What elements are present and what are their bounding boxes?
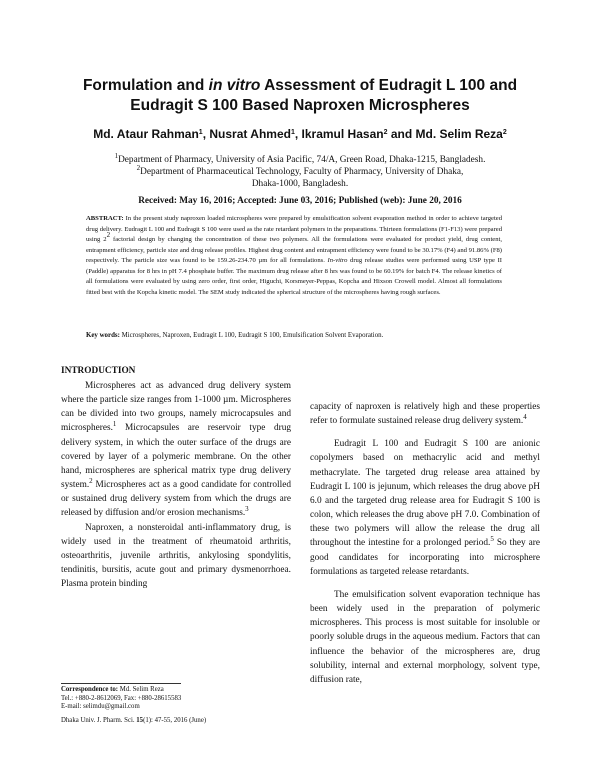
body-column-right <box>310 400 540 687</box>
paragraph: Naproxen, a nonsteroidal anti-inflammatory drug, is widely used in the treatment of rheumatoid arthritis, osteoarthritis, juvenile arthritis, ankylosing spondylitis, tendinitis, bursitis, acute gout and primary dysmenorrhoea. Plasma protein binding <box>61 522 291 590</box>
paragraph: Microspheres act as advanced drug delivery system where the particle size ranges from 1-1000 µm. Microspheres can be divided into two groups, namely microcapsules and microspheres.$^1$ Microcapsules are reservoir type drug delivery system, in which the outer surface of the drugs are covered by layer of a polymeric membrane. On the other hand, microspheres are spherical matrix type drug delivery system.$^2$ Microspheres act as a good candidate for controlled or sustained drug delivery system from which the drugs are released by diffusion and/or erosion mechanisms.$^3$ <box>61 381 291 519</box>
correspondence: Correspondence to: Md. Selim Reza Tel.: +880-2-8612069, Fax: +880-28615583 E-mail: selimdu@gmail.com <box>61 686 291 712</box>
paragraph: capacity of naproxen is relatively high and these properties refer to formulate sustained release drug delivery system.$^4$ <box>310 402 540 427</box>
abstract: ABSTRACT: In the present study naproxen loaded microspheres were prepared by emulsification solvent evaporation method in order to achieve targeted drug delivery. Eudragit L 100 and Eudragit S 100 were used as the rate retardant polymers in the preparations. Thirteen formulations (F1-F13) were prepared using $2^2$ factorial design by changing the concentration of these two polymers. All the formulations were evaluated for product yield, drug content, entrapment efficiency, particle size and drug release profiles. Highest drug content and entrapment efficiency were found to be 30.17% (F4) and 91.86% (F8) respectively. The particle size was found to be 159.26-234.70 µm for all formulations. In-vitro drug release studies were performed using USP type II (Paddle) apparatus for 8 hrs in pH 7.4 phosphate buffer. The maximum drug release after 8 hrs was found to be 60.19% for batch F4. The release kinetics of all formulations were evaluated by using zero order, first order, Higuchi, Korsmeyer-Peppas, Kopcha and Hixson Crowell model. Almost all formulations fitted best with the Kopcha kinetic model. The SEM study indicated the spherical structure of the microspheres having rough surfaces. <box>86 215 503 296</box>
footnote-divider <box>61 683 181 684</box>
body-column-left <box>61 379 291 591</box>
author-name: Md. Selim Reza <box>415 127 503 141</box>
publication-dates: Received: May 16, 2016; Accepted: June 03, 2016; Published (web): June 20, 2016 <box>138 196 462 206</box>
correspondence-email: E-mail: selimdu@gmail.com <box>61 703 140 711</box>
affiliation-2: $^2$Department of Pharmaceutical Technology, Faculty of Pharmacy, University of Dhaka, <box>136 164 464 177</box>
keywords-label: Key words: <box>86 332 120 339</box>
title-line-1: Formulation and in vitro Assessment of Eudragit L 100 and <box>82 77 518 94</box>
keywords: Key words: Microspheres, Naproxen, Eudragit L 100, Eudragit S 100, Emulsification Solvent Evaporation. <box>86 332 384 339</box>
correspondence-phone: Tel.: +880-2-8612069, Fax: +880-28615583 <box>61 694 182 702</box>
journal-citation: Dhaka Univ. J. Pharm. Sci. 15(1): 47-55, 2016 (June) <box>61 717 207 724</box>
affiliation-1: $^1$Department of Pharmacy, University of Asia Pacific, 74/A, Green Road, Dhaka-1215, Bangladesh. <box>114 152 486 165</box>
title-line-2: Eudragit S 100 Based Naproxen Microspheres <box>130 97 470 114</box>
affiliation-2-cont: Dhaka-1000, Bangladesh. <box>251 179 349 189</box>
author-name: Md. Ataur Rahman <box>93 127 199 141</box>
section-heading-introduction: INTRODUCTION <box>61 366 136 376</box>
author-name: Ikramul Hasan <box>301 127 384 141</box>
paper-title <box>40 76 560 116</box>
abstract-label: ABSTRACT: <box>86 215 124 222</box>
title-italic: in vitro <box>208 77 261 94</box>
author-name: Nusrat Ahmed <box>209 127 291 141</box>
affiliations <box>100 154 500 190</box>
paragraph: Eudragit L 100 and Eudragit S 100 are anionic copolymers based on methacrylic acid and methyl methacrylate. The targeted drug release area attained by Eudragit L 100 is jejunum, which releases the drug above pH 6.0 and the targeted drug release area for Eudragit S 100 is colon, which releases the drug above pH 7.0. Combination of these two polymers will allow the release the drug all throughout the intestine for a prolonged period.$^5$ So they are good candidates for incorporating into microsphere formulations as targeted release retardants. <box>310 439 540 577</box>
paragraph: The emulsification solvent evaporation technique has been widely used in the preparation of polymeric microspheres. This process is most suitable for insoluble or poorly soluble drugs in the aqueous medium. Factors that can influence the behavior of the microspheres are, drug solubility, internal and external morphology, solvent type, diffusion rate, <box>310 589 540 685</box>
author-list: Md. Ataur Rahman$^1$, Nusrat Ahmed$^1$, Ikramul Hasan$^2$ and Md. Selim Reza$^2$ <box>93 127 507 141</box>
correspondence-label: Correspondence to: <box>61 686 119 693</box>
